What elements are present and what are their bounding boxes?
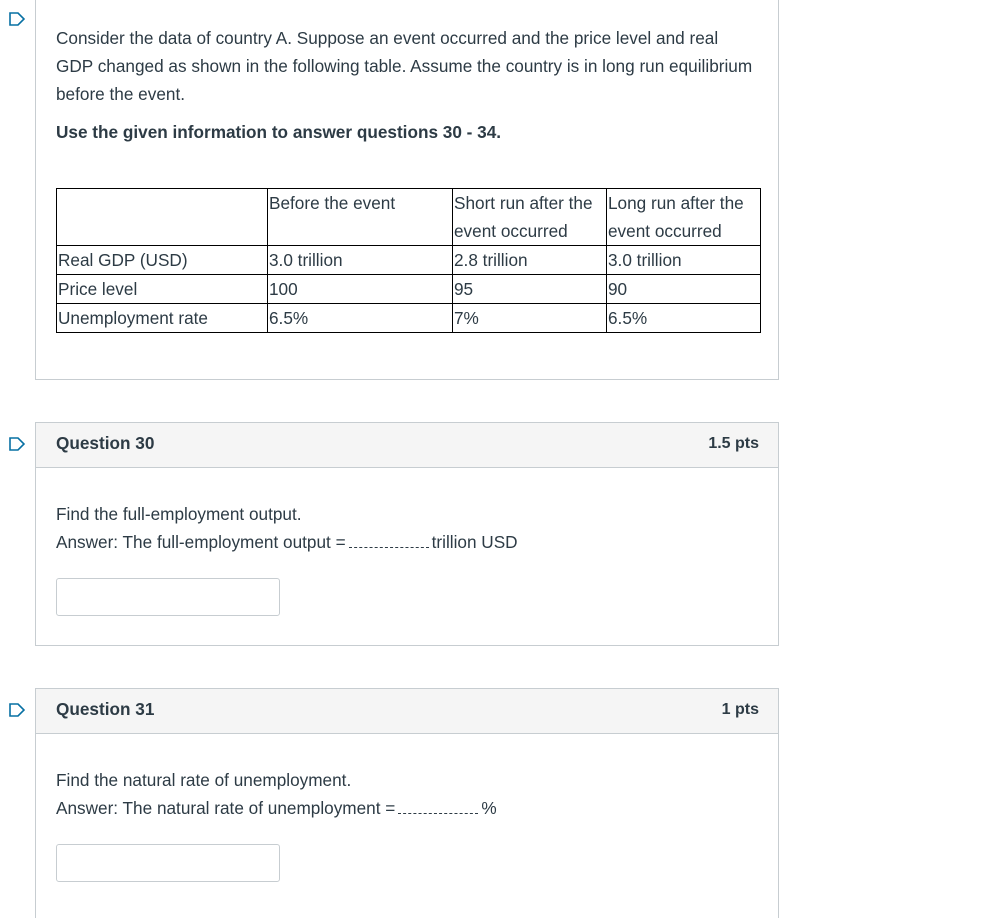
answer-suffix: trillion USD [431,532,518,552]
table-cell: 90 [607,275,761,304]
flag-question-icon[interactable] [9,12,25,26]
flag-question-icon[interactable] [9,437,25,451]
answer-prefix: Answer: The natural rate of unemployment = [56,798,396,818]
question-title: Question 31 [56,699,155,719]
table-header-cell [57,189,268,246]
data-table [56,188,761,333]
table-cell: 3.0 trillion [607,246,761,275]
answer-prefix: Answer: The full-employment output = [56,532,346,552]
question-points: 1 pts [721,701,759,718]
question-card-31 [35,688,779,918]
table-cell: Real GDP (USD) [57,246,268,275]
table-row [57,275,761,304]
question-points: 1.5 pts [708,435,759,452]
stimulus-text [56,24,756,108]
answer-blank [349,546,429,548]
question-answer-line [56,528,518,556]
question-prompt: Find the full-employment output. [56,504,302,524]
table-header-cell: Short run after the event occurred [453,189,607,246]
table-cell: 6.5% [607,304,761,333]
table-header-cell: Long run after the event occurred [607,189,761,246]
answer-suffix: % [481,798,497,818]
stimulus-instruction: Use the given information to answer questions 30 - 34. [56,122,502,142]
question-title: Question 30 [56,433,155,453]
table-cell: Unemployment rate [57,304,268,333]
answer-input[interactable] [56,578,280,616]
table-cell: Price level [57,275,268,304]
table-cell: 95 [453,275,607,304]
flag-question-icon[interactable] [9,703,25,717]
table-row [57,246,761,275]
table-cell: 3.0 trillion [268,246,453,275]
question-card-30 [35,422,779,646]
table-cell: 2.8 trillion [453,246,607,275]
table-header-cell: Before the event [268,189,453,246]
answer-input[interactable] [56,844,280,882]
question-header [36,689,778,734]
stimulus-card [35,0,779,380]
answer-blank [398,812,478,814]
question-prompt: Find the natural rate of unemployment. [56,770,352,790]
table-row [57,304,761,333]
question-text [56,766,497,822]
question-answer-line [56,794,497,822]
table-cell: 100 [268,275,453,304]
table-header-row [57,189,761,246]
question-text [56,500,518,556]
table-cell: 7% [453,304,607,333]
question-header [36,423,778,468]
table-cell: 6.5% [268,304,453,333]
stimulus-paragraph: Consider the data of country A. Suppose an event occurred and the price level and real GDP changed as shown in the following table. Assume the country is in long run equilibrium before the event. [56,28,753,104]
